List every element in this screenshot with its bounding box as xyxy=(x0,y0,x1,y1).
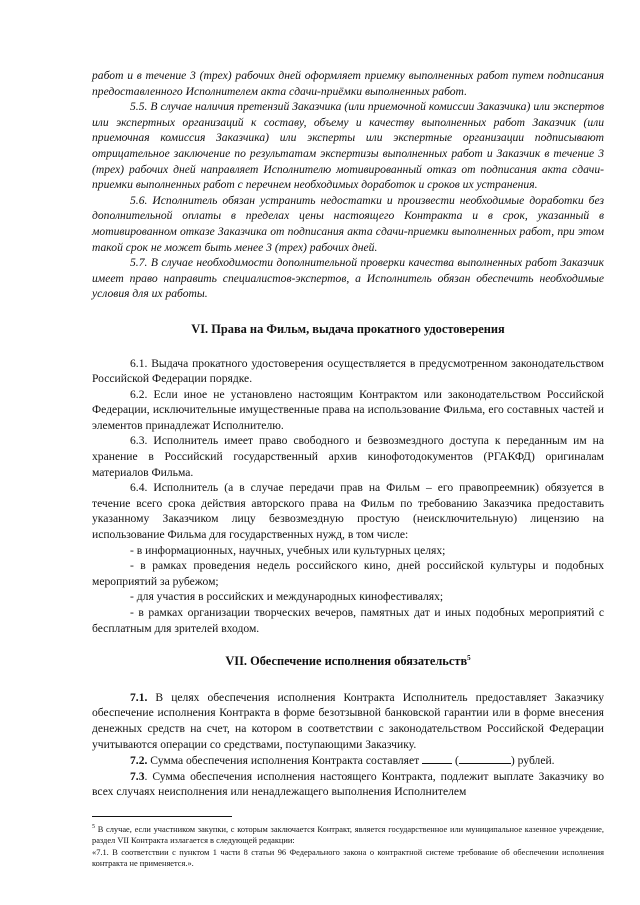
paragraph-6-3: 6.3. Исполнитель имеет право свободного и безвозмездного доступа к переданным им на хранение в Российский государственный архив кинофотодокументов (РГАКФД) оригиналам материалов Фильма. xyxy=(92,434,604,479)
footnote-number: 5 xyxy=(92,824,95,831)
paragraph-7-1-number: 7.1. xyxy=(130,690,148,704)
amount-words-blank xyxy=(459,752,511,764)
paragraph-7-1-text: В целях обеспечения исполнения Контракта Исполнитель предоставляет Заказчику обеспечение исполнения Контракта в форме безотзывной банковской гарантии или в форме внесения денежных средств на счет, на котором в соответствии с законодательством Российской Федерации учитываются операции со средствами, поступающими Заказчику. xyxy=(92,690,604,751)
paragraph-7-3 xyxy=(92,769,604,800)
footnote-line-1 xyxy=(92,824,604,847)
document-page xyxy=(92,68,604,800)
paragraph-7-3-text: . Сумма обеспечения исполнения настоящего Контракта, подлежит выплате Заказчику во всех случаях неисполнения или ненадлежащего выполнения Исполнителем xyxy=(92,769,604,799)
paragraph-7-2-text-a: Сумма обеспечения исполнения Контракта составляет xyxy=(147,754,423,768)
paragraph-6-4: 6.4. Исполнитель (а в случае передачи прав на Фильм – его правопреемник) обязуется в течение всего срока действия авторского права на Фильм по требованию Заказчика предоставить указанному Заказчиком лицу безвозмездную простую (неисключительную) лицензию на использование Фильма для государственных нужд, в том числе: xyxy=(92,481,604,542)
list-item: - в рамках организации творческих вечеров, памятных дат и иных подобных мероприятий с бесплатным для зрителей входом. xyxy=(92,606,604,635)
list-item: - в рамках проведения недель российского кино, дней российской культуры и подобных мероприятий за рубежом; xyxy=(92,559,604,588)
footnote-line-2: «7.1. В соответствии с пунктом 1 части 8 статьи 96 Федерального закона о контрактной системе требование об обеспечении исполнения контракта не применяется.». xyxy=(92,847,604,869)
section-7-heading xyxy=(92,654,604,670)
paragraph-6-2: 6.2. Если иное не установлено настоящим Контрактом или законодательством Российской Федерации, исключительные имущественные права на использование Фильма, его составных частей и элементов принадлежат Исполнителю. xyxy=(92,387,604,432)
paragraph-7-2-number: 7.2. xyxy=(130,754,148,768)
footnote-divider xyxy=(92,816,232,817)
paragraph-7-2-text-b: ( xyxy=(452,754,459,768)
paragraph-5-7: 5.7. В случае необходимости дополнительной проверки качества выполненных работ Заказчик имеет право направить специалистов-экспертов, а Исполнитель обязан обеспечить необходимые условия для их работы. xyxy=(92,256,604,301)
amount-blank xyxy=(422,752,452,764)
paragraph-5-6: 5.6. Исполнитель обязан устранить недостатки и произвести необходимые доработки без дополнительной оплаты в пределах цены настоящего Контракта и в срок, указанный в мотивированном отказе Заказчика от подписания акта сдачи-приемки выполненных работ, при этом такой срок не может быть менее 3 (трех) рабочих дней. xyxy=(92,193,604,254)
paragraph-5-5: 5.5. В случае наличия претензий Заказчика (или приемочной комиссии Заказчика) или экспертов или экспертных организаций к составу, объему и качеству выполненных работ Заказчик (или приемочная комиссия Заказчика) или эксперты или экспертные организации подписывают отрицательное заключение по результатам экспертизы выполненных работ и Заказчик в течение 3 (трех) рабочих дней направляет Исполнителю мотивированный отказ от подписания акта сдачи-приемки выполненных работ с перечнем необходимых доработок и сроков их устранения. xyxy=(92,100,604,192)
section-6-heading: VI. Права на Фильм, выдача прокатного удостоверения xyxy=(191,321,505,336)
footnote xyxy=(92,824,604,870)
section-7-heading-text: VII. Обеспечение исполнения обязательств xyxy=(225,654,468,669)
paragraph-6-1: 6.1. Выдача прокатного удостоверения осуществляется в предусмотренном законодательством Российской Федерации порядке. xyxy=(92,356,604,386)
list-item: - для участия в российских и международных кинофестивалях; xyxy=(130,590,444,604)
paragraph-7-1 xyxy=(92,690,604,752)
list-item: - в информационных, научных, учебных или культурных целях; xyxy=(130,543,446,557)
footnote-text-1: В случае, если участником закупки, с которым заключается Контракт, является государственное или муниципальное казенное учреждение, раздел VII Контракта излагается в следующей редакции: xyxy=(92,825,604,846)
footnote-ref: 5 xyxy=(467,654,471,663)
paragraph-7-2 xyxy=(92,752,604,769)
paragraph-7-2-text-c: ) рублей. xyxy=(510,754,555,768)
paragraph-7-3-number: 7.3 xyxy=(130,769,145,783)
paragraph-5-4-continuation: работ и в течение 3 (трех) рабочих дней оформляет приемку выполненных работ путем подписания предоставленного Исполнителем акта сдачи-приёмки выполненных работ. xyxy=(92,69,604,98)
